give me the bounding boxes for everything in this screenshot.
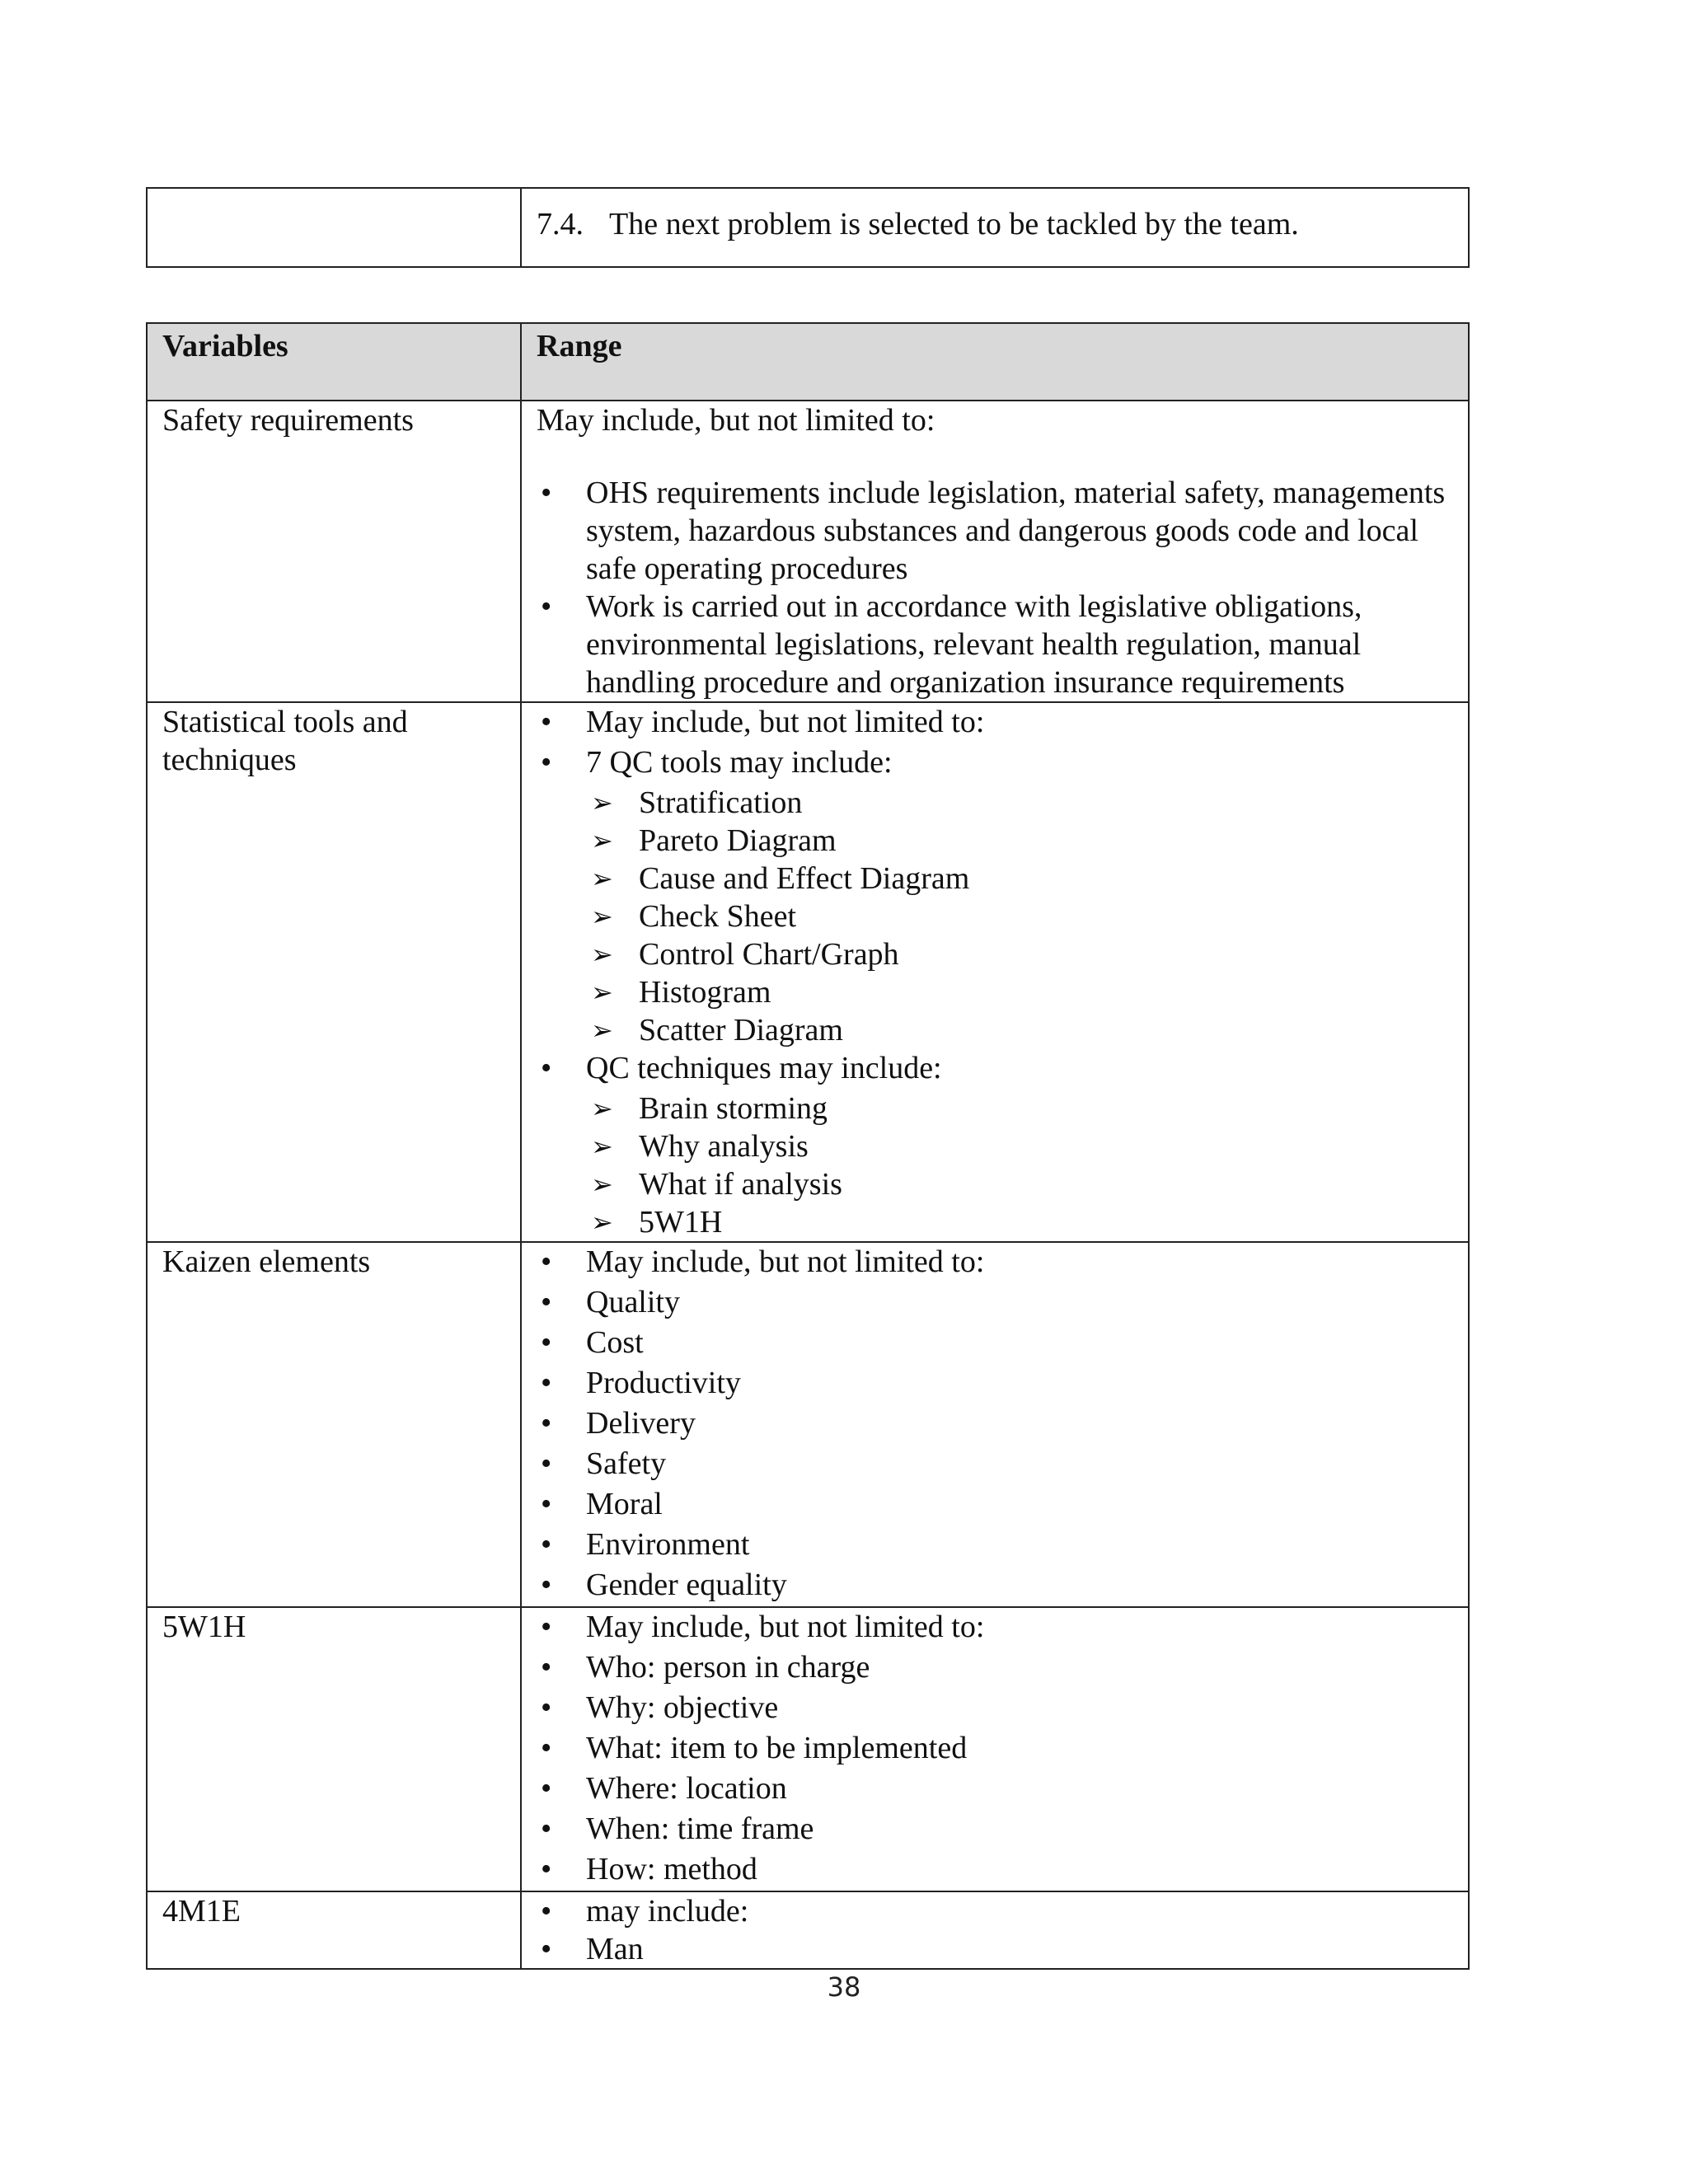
range-cell <box>521 1242 1469 1607</box>
list-item: • Quality <box>537 1283 1453 1324</box>
list-item: • May include, but not limited to: <box>537 1243 1453 1283</box>
list-item: • When: time frame <box>537 1810 1453 1850</box>
list-item-label: 7 QC tools may include: <box>586 745 893 780</box>
list-item: • May include, but not limited to: <box>537 1608 1453 1648</box>
list-item: • Cost <box>537 1324 1453 1364</box>
bullet-list <box>537 474 1453 701</box>
list-item: ➢ What if analysis <box>537 1165 1453 1203</box>
table-row <box>147 1242 1469 1607</box>
list-item: • How: method <box>537 1850 1453 1891</box>
list-item: • Moral <box>537 1485 1453 1526</box>
bullet-list <box>537 1243 1453 1606</box>
list-item: • Delivery <box>537 1404 1453 1445</box>
list-item: • Gender equality <box>537 1566 1453 1606</box>
variable-cell: Kaizen elements <box>147 1242 521 1607</box>
variable-cell: Statistical tools and techniques <box>147 702 521 1242</box>
list-item: ➢ Pareto Diagram <box>537 822 1453 860</box>
continuation-table <box>146 187 1470 268</box>
range-cell <box>521 1891 1469 1969</box>
list-item: • Who: person in charge <box>537 1648 1453 1689</box>
list-item: • Why: objective <box>537 1689 1453 1729</box>
qc-tools-list <box>537 784 1453 1049</box>
list-item: • QC techniques may include: <box>537 1049 1453 1090</box>
list-item: ➢ Why analysis <box>537 1127 1453 1165</box>
header-range: Range <box>521 323 1469 401</box>
empty-cell <box>147 188 521 267</box>
range-intro: May include, but not limited to: <box>537 403 935 438</box>
list-item: • Safety <box>537 1445 1453 1485</box>
list-item: ➢ Control Chart/Graph <box>537 935 1453 973</box>
list-item: • Man <box>537 1930 1453 1968</box>
variable-cell: 4M1E <box>147 1891 521 1969</box>
range-statement-table <box>146 322 1470 1970</box>
list-item: ➢ 5W1H <box>537 1203 1453 1241</box>
table-row <box>147 702 1469 1242</box>
range-cell <box>521 1607 1469 1891</box>
performance-criteria-cell <box>521 188 1469 267</box>
bullet-list <box>537 1892 1453 1968</box>
list-item: ➢ Histogram <box>537 973 1453 1011</box>
list-item: • What: item to be implemented <box>537 1729 1453 1769</box>
list-item: • Work is carried out in accordance with legislative obligations, environmental legislations, relevant health regulation, manual handling procedure and organization insurance requirements <box>537 588 1453 701</box>
table-row <box>147 1891 1469 1969</box>
item-text: The next problem is selected to be tackled by the team. <box>609 207 1299 241</box>
variable-cell: 5W1H <box>147 1607 521 1891</box>
qc-techniques-list <box>537 1090 1453 1241</box>
list-item: ➢ Brain storming <box>537 1090 1453 1127</box>
list-item: • May include, but not limited to: <box>537 703 1453 743</box>
list-item: • OHS requirements include legislation, material safety, managements system, hazardous substances and dangerous goods code and local safe operating procedures <box>537 474 1453 588</box>
table-header-row <box>147 323 1469 401</box>
bullet-list <box>537 1049 1453 1090</box>
table-row <box>147 1607 1469 1891</box>
header-variables: Variables <box>147 323 521 401</box>
list-item: • Environment <box>537 1526 1453 1566</box>
range-cell <box>521 401 1469 702</box>
range-cell <box>521 702 1469 1242</box>
variable-cell: Safety requirements <box>147 401 521 702</box>
page-number: 38 <box>827 1971 861 2003</box>
list-item: ➢ Scatter Diagram <box>537 1011 1453 1049</box>
list-item <box>537 743 1453 784</box>
item-number: 7.4. <box>537 207 584 241</box>
list-item: ➢ Cause and Effect Diagram <box>537 860 1453 898</box>
table-row <box>147 188 1469 267</box>
table-row <box>147 401 1469 702</box>
list-item: ➢ Check Sheet <box>537 898 1453 935</box>
bullet-list <box>537 703 1453 784</box>
list-item: • may include: <box>537 1892 1453 1930</box>
list-item: • Where: location <box>537 1769 1453 1810</box>
bullet-list <box>537 1608 1453 1891</box>
list-item: • Productivity <box>537 1364 1453 1404</box>
list-item: ➢ Stratification <box>537 784 1453 822</box>
